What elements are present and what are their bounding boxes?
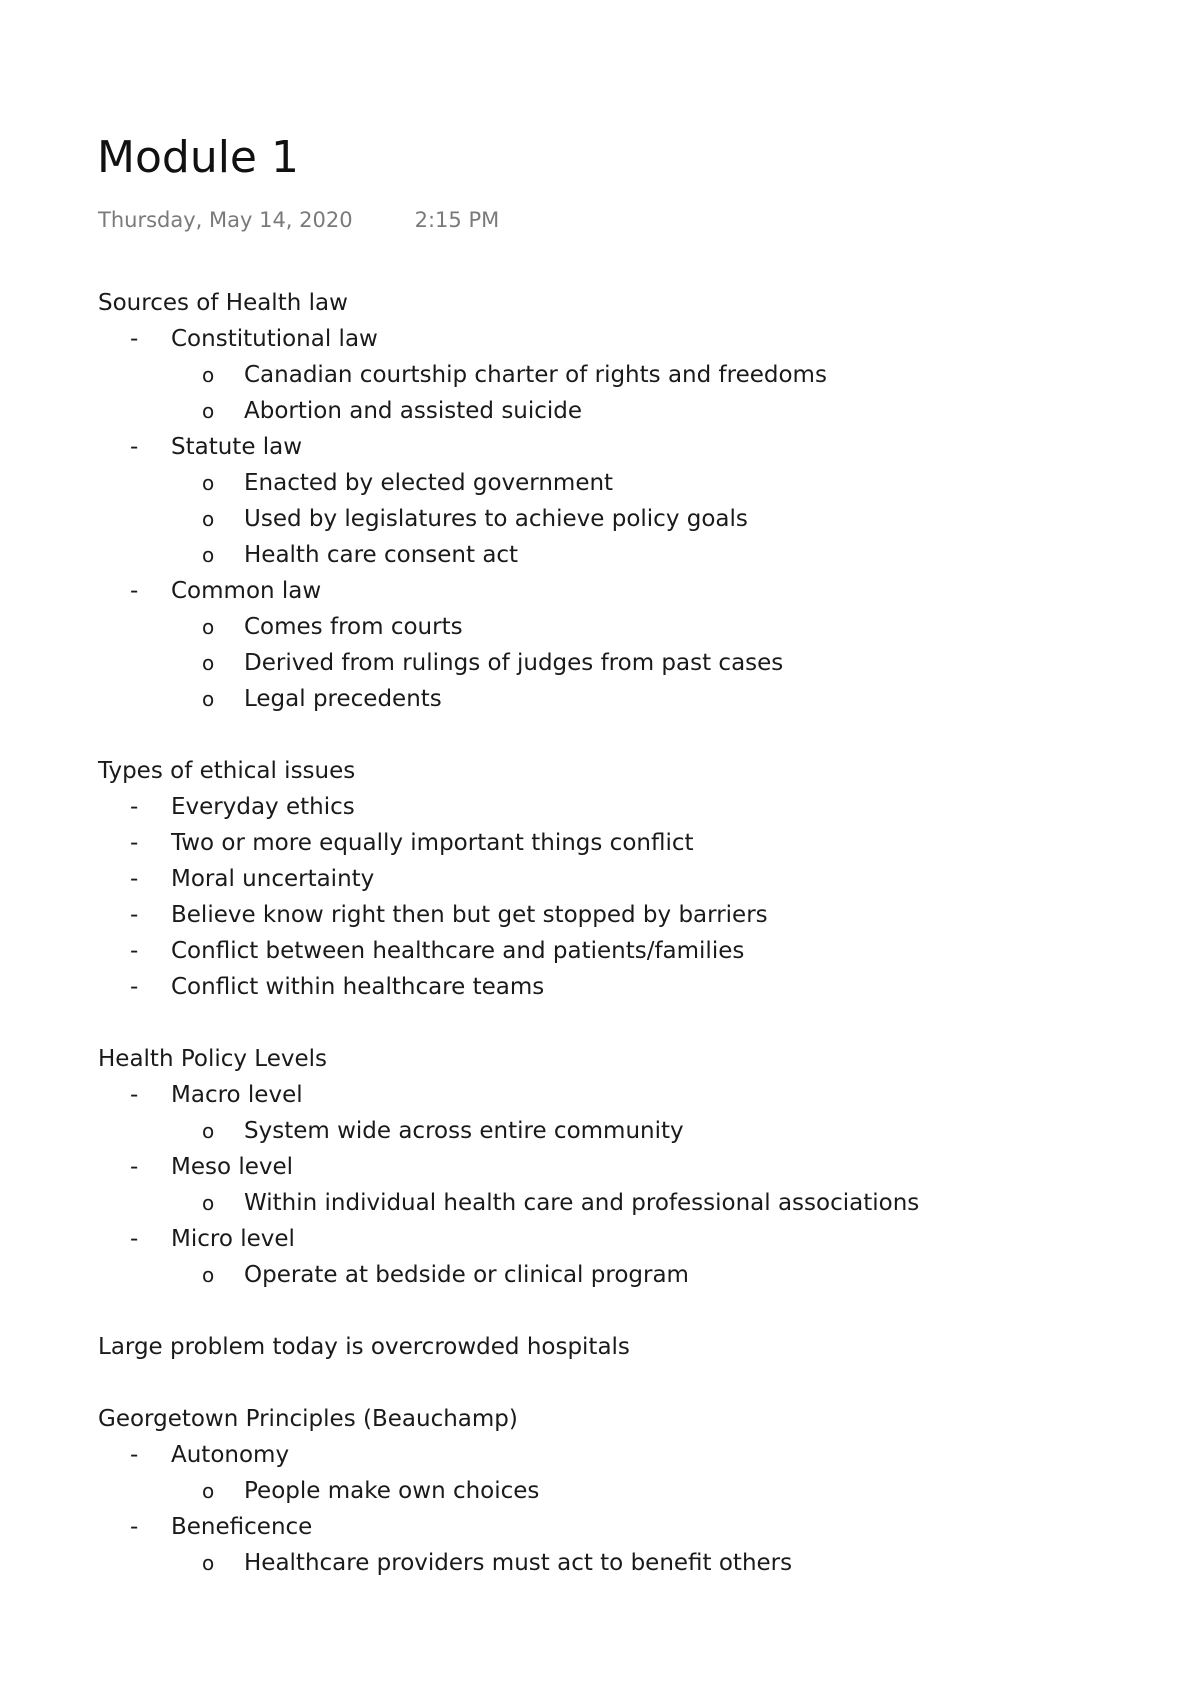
sub-list-item: o Enacted by elected government [171, 465, 1138, 501]
list-item-label: - Statute law [171, 434, 302, 460]
sub-list [171, 465, 1138, 573]
bullet-circle-icon: o [202, 1119, 215, 1143]
sub-list-item: o System wide across entire community [171, 1113, 1138, 1149]
list-item-label: - Constitutional law [171, 326, 378, 352]
section-title: Georgetown Principles (Beauchamp) [98, 1406, 518, 1432]
section-title: Sources of Health law [98, 290, 348, 316]
sub-list-item: o People make own choices [171, 1473, 1138, 1509]
bullet-circle-icon: o [202, 1551, 215, 1575]
list-item: - Believe know right then but get stopped by barriers [98, 897, 1138, 933]
section-georgetown-principles [98, 1401, 1138, 1581]
sub-list-item: o Abortion and assisted suicide [171, 393, 1138, 429]
page-bottom-margin [0, 1578, 1200, 1698]
section-ethical-issues [98, 753, 1138, 1005]
bullet-circle-icon: o [202, 687, 215, 711]
section-policy-levels [98, 1041, 1138, 1293]
bullet-circle-icon: o [202, 399, 215, 423]
bullet-circle-icon: o [202, 507, 215, 531]
list-item [98, 429, 1138, 573]
list-item: - Conflict between healthcare and patients/families [98, 933, 1138, 969]
list-item: - Beneficence o Healthcare providers must act to benefit others [98, 1509, 1138, 1581]
sub-list-item: o Canadian courtship charter of rights and freedoms [171, 357, 1138, 393]
sub-list-item: o Legal precedents [171, 681, 1138, 717]
bullet-circle-icon: o [202, 1191, 215, 1215]
sub-list [171, 1545, 1138, 1581]
section-title: Types of ethical issues [98, 758, 356, 784]
sub-list [171, 1473, 1138, 1509]
section-title: Health Policy Levels [98, 1046, 328, 1072]
sub-list-item: o Health care consent act [171, 537, 1138, 573]
note-date: Thursday, May 14, 2020 [98, 208, 353, 232]
bullet-circle-icon: o [202, 615, 215, 639]
note-body [98, 285, 1138, 1617]
sub-list-item: o Derived from rulings of judges from past cases [171, 645, 1138, 681]
note-statement: Large problem today is overcrowded hospitals [98, 1334, 630, 1360]
sub-list [171, 1185, 1138, 1221]
bullet-list [98, 321, 1138, 717]
list-item: - Macro level o System wide across entire community [98, 1077, 1138, 1149]
bullet-circle-icon: o [202, 1263, 215, 1287]
list-item: - Conflict within healthcare teams [98, 969, 1138, 1005]
bullet-circle-icon: o [202, 1479, 215, 1503]
sub-list [171, 1113, 1138, 1149]
sub-list-item: o Comes from courts [171, 609, 1138, 645]
list-item-label: - Common law [171, 578, 321, 604]
bullet-circle-icon: o [202, 471, 215, 495]
bullet-list [98, 1077, 1138, 1293]
bullet-circle-icon: o [202, 543, 215, 567]
sub-list-item: o Healthcare providers must act to benefit others [171, 1545, 1138, 1581]
sub-list [171, 609, 1138, 717]
section-sources [98, 285, 1138, 717]
bullet-list [98, 1437, 1138, 1581]
note-time: 2:15 PM [414, 208, 500, 232]
bullet-list [98, 789, 1138, 1005]
list-item: - Everyday ethics [98, 789, 1138, 825]
list-item [98, 321, 1138, 429]
sub-list-item: o Operate at bedside or clinical program [171, 1257, 1138, 1293]
list-item: - Micro level o Operate at bedside or clinical program [98, 1221, 1138, 1293]
sub-list-item: o Within individual health care and professional associations [171, 1185, 1138, 1221]
list-item: - Meso level o Within individual health care and professional associations [98, 1149, 1138, 1221]
page-title: Module 1 [97, 132, 299, 183]
list-item: - Moral uncertainty [98, 861, 1138, 897]
sub-list-item: o Used by legislatures to achieve policy goals [171, 501, 1138, 537]
sub-list [171, 1257, 1138, 1293]
note-timestamp [98, 208, 499, 232]
bullet-circle-icon: o [202, 363, 215, 387]
sub-list [171, 357, 1138, 429]
list-item: - Two or more equally important things conflict [98, 825, 1138, 861]
bullet-circle-icon: o [202, 651, 215, 675]
list-item [98, 573, 1138, 717]
list-item: - Autonomy o People make own choices [98, 1437, 1138, 1509]
